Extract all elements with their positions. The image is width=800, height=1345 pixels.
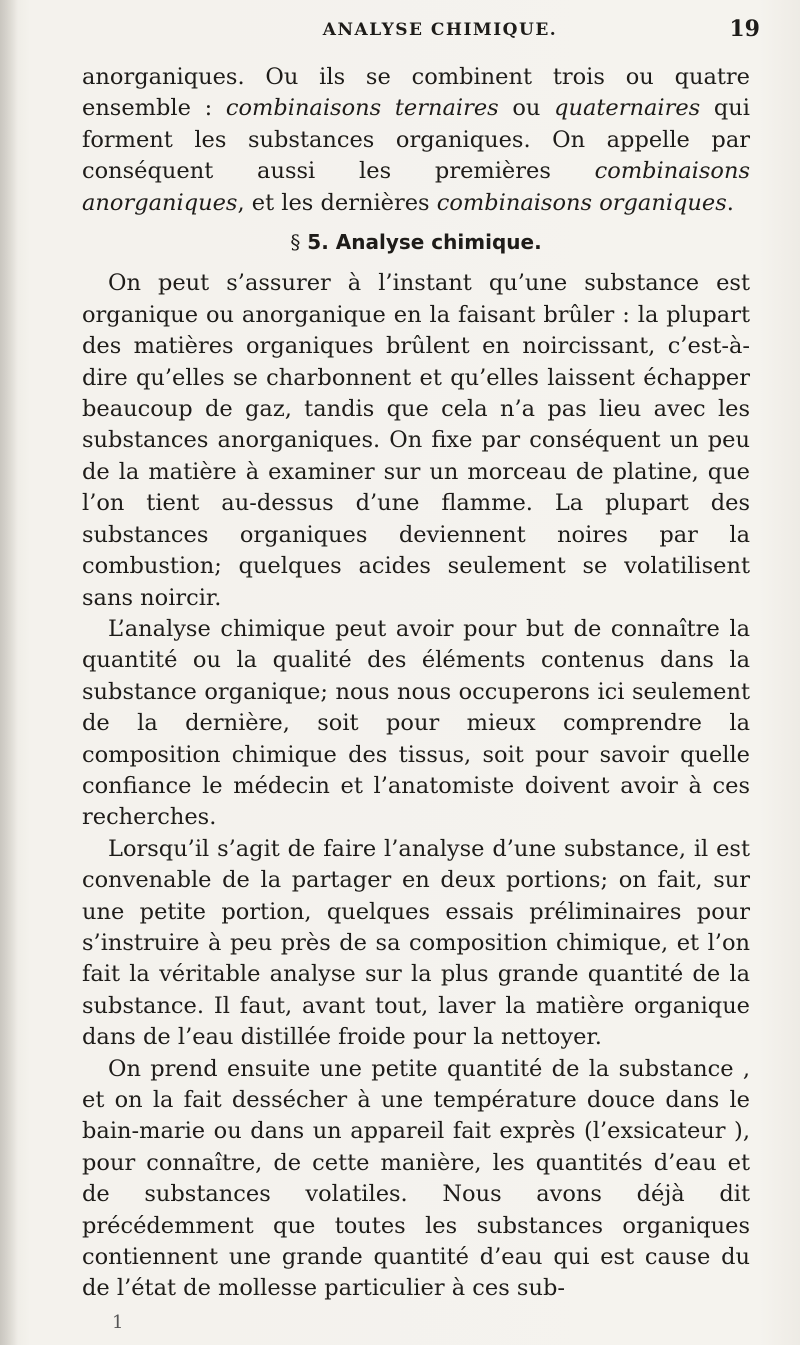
paragraph-1-text-a: anorganiques. Ou ils se combinent trois ou quatre ensemble : — [82, 64, 750, 122]
paragraph-2: On peut s’assurer à l’instant qu’une substance est organique ou anorganique en la faisant brûler : la plupart des matières organiques brûlent en noircissant, c’est-à-dire qu’elles se charbonnent et qu’elles laissent échapper beaucoup de gaz, tandis que cela n’a pas lieu avec les substances anorganiques. On fixe par conséquent un peu de la matière à examiner sur un morceau de platine, que l’on tient au-dessus d’une flamme. La plupart des substances organiques deviennent noires par la combustion; quelques acides seulement se volatilisent sans noircir. — [82, 270, 750, 611]
term-anorganic: combinaisons anorganiques — [82, 158, 750, 216]
section-heading — [82, 227, 750, 258]
term-quaternary: quaternaires — [554, 95, 701, 122]
running-title: ANALYSE CHIMIQUE. — [322, 20, 558, 40]
body-text — [82, 62, 750, 1305]
paragraph-5: On prend ensuite une petite quantité de la substance , et on la fait dessécher à une température douce dans le bain-marie ou dans un appareil fait exprès (l’exsicateur ), pour connaître, de cette manière, les quantités d’eau et de substances volatiles. Nous avons déjà dit précédemment que toutes les substances organiques contiennent une grande quantité d’eau qui est cause du de l’état de mollesse particulier à ces sub- — [82, 1055, 750, 1302]
paragraph-1 — [82, 62, 750, 219]
section-title: 5. Analyse chimique. — [307, 230, 542, 255]
section-sign: § — [290, 230, 301, 255]
page-number: 19 — [729, 16, 760, 42]
paragraph-1-text-e: . — [726, 189, 734, 216]
paragraph-1-text-c: qui forment les substances organiques. On appelle par conséquent aussi les premières — [82, 95, 750, 185]
paragraph-3: L’analyse chimique peut avoir pour but de connaître la quantité ou la qualité des éléments contenus dans la substance organique; nous nous occuperons ici seulement de la dernière, soit pour mieux comprendre la composition chimique des tissus, soit pour savoir quelle confiance le médecin et l’anatomiste doivent avoir à ces recherches. — [82, 615, 750, 831]
signature-mark: 1 — [112, 1312, 124, 1333]
term-organic: combinaisons organiques — [436, 189, 727, 216]
running-head — [120, 16, 760, 52]
spine-shadow — [0, 0, 18, 1345]
paragraph-1-text-b: ou — [498, 95, 555, 122]
paragraph-1-text-d: , et les dernières — [237, 189, 437, 216]
paragraph-4: Lorsqu’il s’agit de faire l’analyse d’une substance, il est convenable de la partager en deux portions; on fait, sur une petite portion, quelques essais préliminaires pour s’instruire à peu près de sa composition chimique, et l’on fait la véritable analyse sur la plus grande quantité de la substance. Il faut, avant tout, laver la matière organique dans de l’eau distillée froide pour la nettoyer. — [82, 835, 750, 1051]
term-ternary: combinaisons ternaires — [225, 95, 499, 122]
